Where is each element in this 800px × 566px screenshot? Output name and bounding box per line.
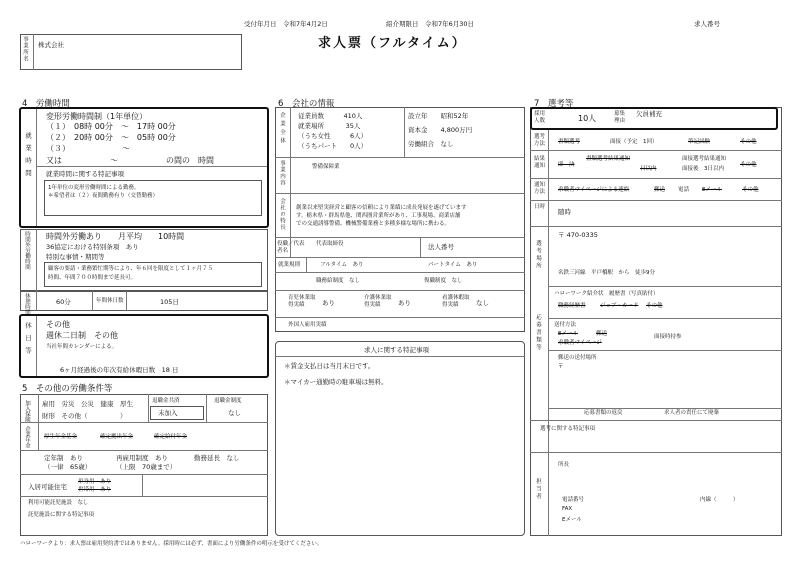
insurance-line-2: 財形 その他（ ） xyxy=(42,412,127,420)
contact-ext: 内線（ ） xyxy=(700,497,739,503)
nursing-leave-value: あり xyxy=(398,299,411,307)
retire-age: 定年制 あり xyxy=(44,454,83,462)
place-zip: 〒 470-0335 xyxy=(558,231,598,239)
section-7-title: 7 選考等 xyxy=(534,99,574,109)
result-3: 日以内 xyxy=(640,166,657,172)
section-5-title: 5 その他の労働条件等 xyxy=(22,384,113,394)
received-date: 受付年月日 令和7年4月2日 xyxy=(244,20,328,28)
post-value: 〒 xyxy=(558,364,564,370)
childcare-notes: 託児施設に関する特記事項 xyxy=(28,512,95,518)
ot-note-1: 顧客の要請・業務繁忙期等により、年６回を限度として１ヶ月７５ xyxy=(48,266,214,272)
expiry-date: 紹介期限日 令和7年6月30日 xyxy=(386,20,475,28)
send-2: 郵送 xyxy=(596,331,608,337)
rules-full: フルタイム あり xyxy=(320,262,364,268)
reason-value: 欠員補充 xyxy=(636,110,662,118)
housing-2: 世帯用 あり xyxy=(78,487,112,493)
paid-leave: 6ヶ月経過後の年次有給休暇日数 18 日 xyxy=(60,366,179,374)
employees: 従業員数 410人 xyxy=(298,112,363,120)
pension-3: 確定給付年金 xyxy=(154,434,188,440)
holiday-note: 当社年間カレンダーによる。 xyxy=(46,344,118,350)
housing-1: 単身用 あり xyxy=(78,479,112,485)
rehire-detail: （上限 70歳まで） xyxy=(116,463,177,471)
place-label: 選考場所 xyxy=(535,240,541,270)
childcare-leave-value: あり xyxy=(322,299,335,307)
rules-part: パートタイム あり xyxy=(428,262,478,268)
contact-dept: 所長 xyxy=(558,462,570,468)
return-value: 求人者の責任にて廃棄 xyxy=(664,410,720,416)
pension-2: 確定拠出年金 xyxy=(100,434,134,440)
or-line: 又は 〜 の間の 時間 xyxy=(46,156,214,165)
worktime-label: 就業時間 xyxy=(24,132,32,182)
business: 警備保障業 xyxy=(312,164,340,170)
shift-notes-label: 就業時間に関する特記事項 xyxy=(46,170,124,178)
hire-label: 採用人数 xyxy=(534,111,546,124)
foreign-label: 外国人雇用実績 xyxy=(288,322,327,328)
office-box xyxy=(20,34,242,70)
result-2: 書類選考結果通知 xyxy=(586,156,631,162)
ot-label: 時間外労働時間 xyxy=(24,231,30,270)
childcare: 利用可能託児施設 なし xyxy=(28,500,89,506)
page-title: 求人票（フルタイム） xyxy=(318,36,467,51)
nursing-care-label: 看護休暇取得実績 xyxy=(442,295,470,308)
contact-phone: 電話番号 xyxy=(562,497,585,503)
corp-no-label: 法人番号 xyxy=(428,243,454,251)
footer-note: ハローワークより：求人票は雇用契約書ではありません。採用時には必ず、書面により労働条件の明示を受けてください。 xyxy=(20,541,323,547)
section-4-title: 4 労働時間 xyxy=(22,99,70,109)
union: 労働組合 なし xyxy=(408,140,454,148)
retire-system-value: なし xyxy=(228,409,241,417)
feature-label: 会社の特長 xyxy=(279,198,285,231)
annual-days-value: 105日 xyxy=(160,298,179,306)
result-4: 面接選考結果通知 xyxy=(682,156,727,162)
holiday-label: 休日等 xyxy=(24,322,32,360)
feature-3: での交通誘導警備、機械警備業務と多種多様な場所に携わる。 xyxy=(296,221,451,227)
notice-label: 通知方法 xyxy=(534,182,546,195)
method-written: 筆記試験 xyxy=(688,139,711,145)
notice-email: Eメール xyxy=(702,187,722,193)
shift-type: 変形労働時間制（1年単位） xyxy=(46,112,148,121)
annual-days-label: 年間休日数 xyxy=(96,298,124,304)
childcare-leave-label: 育児休業取得実績 xyxy=(288,295,316,308)
break-value: 60分 xyxy=(56,298,71,306)
docs-4: その他 xyxy=(646,303,663,309)
site-employees: 就業場所 35人 xyxy=(298,122,361,130)
pension-label: 企業年金 xyxy=(24,426,30,448)
shift-note-2: ＊希望者は（２）夜間勤務有り（交替勤務） xyxy=(48,193,159,199)
send-3: 求職者マイページ xyxy=(558,340,602,346)
contact-email: Eメール xyxy=(562,517,582,523)
special-line-2: ＊マイカー通勤時の駐車場は無料。 xyxy=(284,378,388,386)
founded: 設立年 昭和52年 xyxy=(408,112,469,120)
extension: 勤務延長 なし xyxy=(194,454,240,462)
parttime-count: （うちパート 0人） xyxy=(298,142,368,150)
send-1: Eメール xyxy=(558,331,578,337)
employees-label: 企業全体 xyxy=(279,112,285,146)
capital: 資本金 4,800万円 xyxy=(408,126,473,134)
method-doc: 書類選考 xyxy=(558,139,581,145)
special-line-1: ＊賃金支払日は当月末日です。 xyxy=(284,362,375,370)
female-count: （うち女性 6人） xyxy=(298,132,368,140)
notice-phone: 電話 xyxy=(678,187,690,193)
mutual-aid-label: 退職金共済 xyxy=(152,398,180,404)
office-label: 事業所名 xyxy=(22,36,28,62)
shift-1: （１） 08時 00分 〜 17時 00分 xyxy=(46,122,176,131)
shift-3: （３） 〜 xyxy=(46,144,130,153)
pension-1: 厚生年金基金 xyxy=(44,434,78,440)
method-other: その他 xyxy=(740,139,757,145)
retire-age-detail: （一律 65歳） xyxy=(44,463,92,471)
rep-label: 役職／代表者名 xyxy=(277,241,305,254)
job-number-label: 求人番号 xyxy=(694,20,720,28)
result-5: 面接後 3日以内 xyxy=(682,166,724,172)
docs-3: ジョブ・カード xyxy=(600,303,639,309)
method-label: 選考方法 xyxy=(534,134,546,147)
docs-label: 応募書類等 xyxy=(535,314,541,352)
break-label: 休憩時間 xyxy=(24,293,30,315)
nursing-care-value: なし xyxy=(476,299,489,307)
date-label: 日時 xyxy=(534,204,546,210)
sel-special-label: 選考に関する特記事項 xyxy=(540,426,596,432)
rules-label: 就業規則 xyxy=(278,262,301,268)
allowance: 職務給制度 なし xyxy=(316,278,361,284)
method-interview: 面接（予定 1回） xyxy=(610,139,658,145)
special-title: 求人に関する特記事項 xyxy=(364,346,429,354)
docs-1: ハローワーク紹介状 履歴書（写真貼付） xyxy=(554,291,659,297)
reinstatement: 復職制度 なし xyxy=(424,278,463,284)
notice-other: その他 xyxy=(742,187,759,193)
insurance-label: 加入保険 xyxy=(24,400,30,422)
company-name: 株式会社 xyxy=(38,41,64,49)
return-label: 応募書類の返戻 xyxy=(584,410,623,416)
retire-system-label: 退職金制度 xyxy=(214,398,242,404)
housing-label: 入居可能住宅 xyxy=(28,483,67,491)
docs-2: 職務経歴書 xyxy=(558,303,586,309)
send-4: 面接時持参 xyxy=(654,334,682,340)
holiday-1: その他 xyxy=(46,320,70,329)
ot-note-2: 時間、年間７００時間まで延長可。 xyxy=(48,275,137,281)
shift-2: （２） 20時 00分 〜 05時 00分 xyxy=(46,133,176,142)
result-label: 結果通知 xyxy=(534,156,546,169)
notice-post: 郵送 xyxy=(654,187,666,193)
holiday-2: 週休二日制 その他 xyxy=(46,331,118,340)
insurance-line-1: 雇用 労災 公災 健康 厚生 xyxy=(42,400,133,408)
section-6-title: 6 会社の情報 xyxy=(278,99,335,109)
feature-2: す。栃木県・群馬県他、関西圏営業所があり、工事現場、商業店舗 xyxy=(296,213,461,219)
feature-1: 創業以来堅実経営と顧客の信頼により業績に成長発展を遂げています xyxy=(296,205,467,211)
rehire: 再雇用制度 あり xyxy=(116,454,168,462)
result-other: その他 xyxy=(740,162,757,168)
mutual-aid-value: 未加入 xyxy=(158,409,178,417)
place-access: 名鉄三河線 平戸橋駅 から 徒歩9分 xyxy=(558,270,656,276)
contact-label: 担当者 xyxy=(535,478,541,501)
ot-36: 36協定における特別条項 あり xyxy=(46,243,139,251)
send-label: 送付方法 xyxy=(554,322,577,328)
business-label: 事業内容 xyxy=(279,160,285,186)
hire-value: 10人 xyxy=(578,114,597,123)
reason-label: 募集理由 xyxy=(614,111,626,124)
nursing-leave-label: 介護休業取得実績 xyxy=(364,295,392,308)
contact-fax: FAX xyxy=(562,506,573,512)
post-label: 郵送の送付場所 xyxy=(558,355,597,361)
rep-value: 代表取締役 xyxy=(316,241,344,247)
ot-special: 特別な事情・期間等 xyxy=(46,253,105,261)
result-1: 即 決 xyxy=(558,162,575,168)
date-value: 随時 xyxy=(558,208,571,216)
notice-mypage: 求職者マイページによる連絡 xyxy=(558,187,630,193)
ot-value: 時間外労働あり 月平均 10時間 xyxy=(46,232,185,241)
shift-note-1: 1年単位の変形労働時間による勤務。 xyxy=(48,185,140,191)
